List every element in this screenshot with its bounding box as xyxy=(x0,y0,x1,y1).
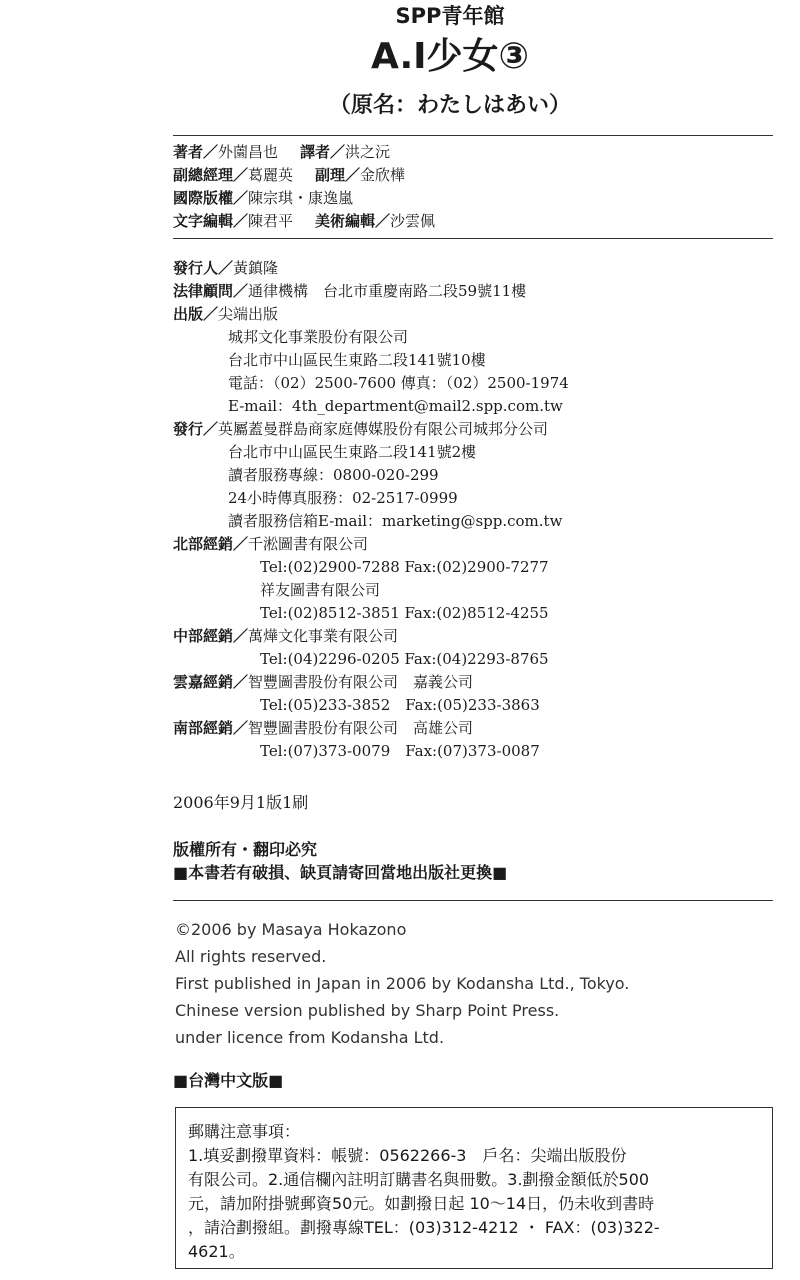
notice-line: 元，請加附掛號郵資50元。如劃撥日起 10～14日，仍未收到書時 xyxy=(188,1194,655,1213)
notice-title: 郵購注意事項： xyxy=(188,1122,301,1141)
publisher-info xyxy=(173,257,569,763)
press-line: 城邦文化事業股份有限公司 xyxy=(228,328,409,346)
divider xyxy=(173,238,773,239)
press-line: 台北市中山區民生東路二段141號10樓 xyxy=(228,351,486,369)
distributor-label: 北部經銷／ xyxy=(173,535,249,553)
original-title: （原名：わたしはあい） xyxy=(328,93,571,118)
legal-value: 通律機構 台北市重慶南路二段59號11樓 xyxy=(248,282,527,300)
credit-value: 金欣樺 xyxy=(360,166,406,184)
dist-line: 台北市中山區民生東路二段141號2樓 xyxy=(228,443,477,461)
press-label: 出版／ xyxy=(173,305,219,323)
press-line: E-mail：4th_department@mail2.spp.com.tw xyxy=(228,397,563,415)
issuer-label: 發行人／ xyxy=(173,259,234,277)
english-line: Chinese version published by Sharp Point Press. xyxy=(175,1001,560,1020)
distributor-line: Tel:(05)233-3852 Fax:(05)233-3863 xyxy=(260,696,540,714)
distributor-value: 智豐圖書股份有限公司 高雄公司 xyxy=(248,719,474,737)
credit-label: 譯者／ xyxy=(300,143,346,161)
english-line: First published in Japan in 2006 by Kodansha Ltd., Tokyo. xyxy=(175,974,630,993)
credit-value: 陳宗琪・康逸嵐 xyxy=(248,189,354,207)
distributor-value: 千淞圖書有限公司 xyxy=(248,535,369,553)
dist-value: 英屬蓋曼群島商家庭傳媒股份有限公司城邦分公司 xyxy=(218,420,549,438)
english-copyright xyxy=(175,916,629,1051)
credit-label: 國際版權／ xyxy=(173,189,249,207)
distributor-line: Tel:(02)8512-3851 Fax:(02)8512-4255 xyxy=(260,604,549,622)
credit-label: 著者／ xyxy=(173,143,219,161)
notice-line: 有限公司。2.通信欄內註明訂購書名與冊數。3.劃撥金額低於500 xyxy=(188,1170,650,1189)
rights-line: 版權所有・翻印必究 xyxy=(173,840,318,859)
dist-line: 讀者服務信箱E-mail：marketing@spp.com.tw xyxy=(228,512,563,530)
divider xyxy=(173,900,773,901)
credit-value: 外薗昌也 xyxy=(218,143,279,161)
notice-line: ，請洽劃撥組。劃撥專線TEL：(03)312-4212 ・ FAX：(03)322- xyxy=(188,1218,660,1237)
credit-value: 沙雲佩 xyxy=(390,212,436,230)
credit-value: 洪之沅 xyxy=(345,143,391,161)
english-line: ©2006 by Masaya Hokazono xyxy=(175,920,407,939)
rights-line: ■本書若有破損、缺頁請寄回當地出版社更換■ xyxy=(173,863,508,882)
rights xyxy=(173,838,507,884)
credit-label: 文字編輯／ xyxy=(173,212,249,230)
mail-order-notice xyxy=(175,1107,773,1269)
distributor-label: 南部經銷／ xyxy=(173,719,249,737)
english-line: under licence from Kodansha Ltd. xyxy=(175,1028,445,1047)
notice-line: 1.填妥劃撥單資料：帳號：0562266-3 戶名：尖端出版股份 xyxy=(188,1146,627,1165)
divider xyxy=(173,135,773,136)
distributor-line: Tel:(04)2296-0205 Fax:(04)2293-8765 xyxy=(260,650,549,668)
dist-line: 24小時傳真服務：02-2517-0999 xyxy=(228,489,458,507)
distributor-line: 祥友圖書有限公司 xyxy=(260,581,381,599)
english-line: All rights reserved. xyxy=(175,947,327,966)
edition: 2006年9月1版1刷 xyxy=(173,793,309,812)
distributor-value: 萬燁文化事業有限公司 xyxy=(248,627,399,645)
credit-label: 副理／ xyxy=(315,166,361,184)
issuer-value: 黃鎮隆 xyxy=(233,259,279,277)
distributor-line: Tel:(02)2900-7288 Fax:(02)2900-7277 xyxy=(260,558,549,576)
credits xyxy=(173,141,435,233)
taiwan-edition: ■台灣中文版■ xyxy=(173,1071,284,1090)
dist-label: 發行／ xyxy=(173,420,219,438)
press-line: 電話：（02）2500-7600 傳真：（02）2500-1974 xyxy=(228,374,569,392)
distributor-label: 雲嘉經銷／ xyxy=(173,673,249,691)
credit-value: 陳君平 xyxy=(248,212,294,230)
press-value: 尖端出版 xyxy=(218,305,279,323)
distributor-line: Tel:(07)373-0079 Fax:(07)373-0087 xyxy=(260,742,540,760)
series-name: SPP青年館 xyxy=(395,4,505,28)
book-title: A.I少女③ xyxy=(370,36,530,77)
distributor-label: 中部經銷／ xyxy=(173,627,249,645)
dist-line: 讀者服務專線：0800-020-299 xyxy=(228,466,439,484)
notice-line: 4621。 xyxy=(188,1242,245,1261)
distributor-value: 智豐圖書股份有限公司 嘉義公司 xyxy=(248,673,474,691)
credit-value: 葛麗英 xyxy=(248,166,294,184)
legal-label: 法律顧問／ xyxy=(173,282,249,300)
credit-label: 副總經理／ xyxy=(173,166,249,184)
credit-label: 美術編輯／ xyxy=(315,212,391,230)
